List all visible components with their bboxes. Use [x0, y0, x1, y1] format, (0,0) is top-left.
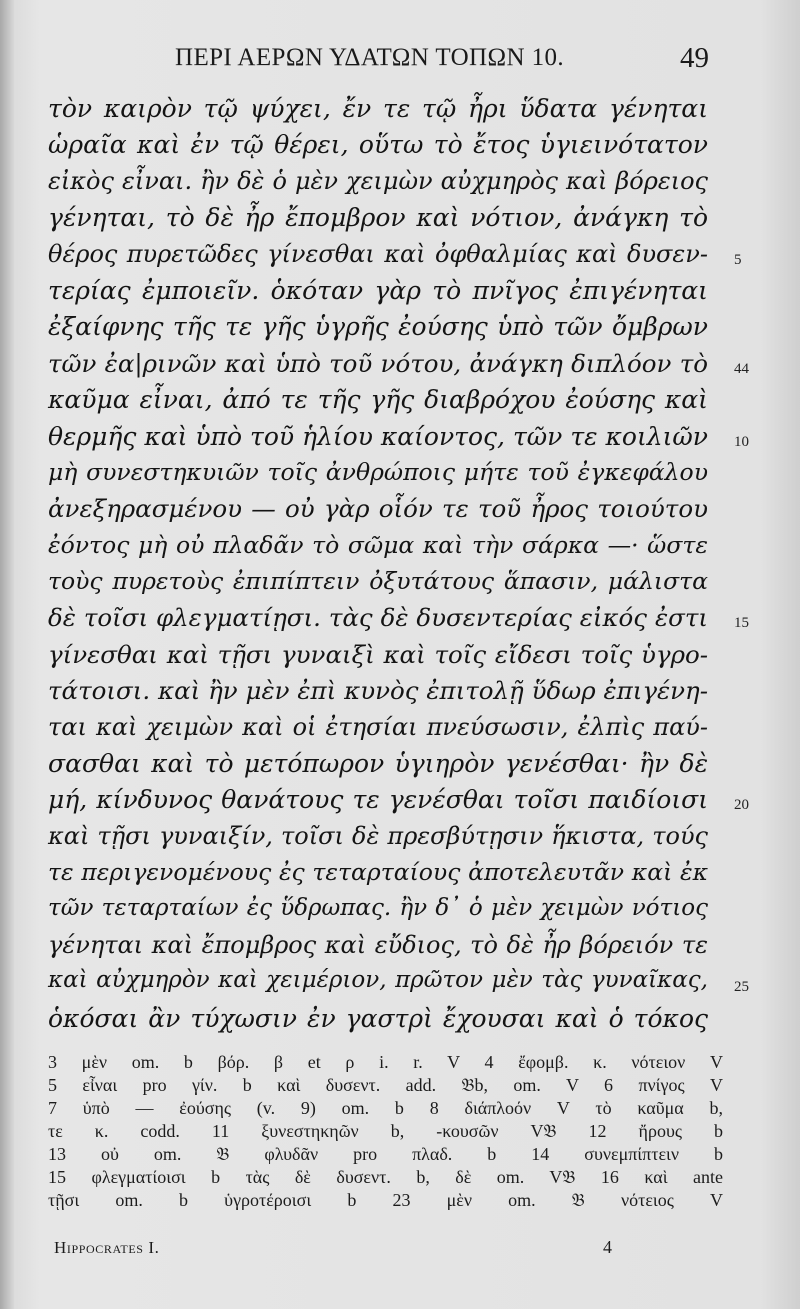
line-text: ἀνεξηρασμένου — οὐ γὰρ οἷόν τε τοῦ ἦρος τοιούτου	[48, 494, 708, 524]
line-text: εἰκὸς εἶναι. ἢν δὲ ὁ μὲν χειμὼν αὐχμηρὸς καὶ βόρειος	[48, 166, 708, 195]
page-number: 49	[680, 42, 709, 74]
text-line	[0, 347, 800, 383]
text-line	[0, 856, 800, 892]
page-header	[0, 40, 800, 80]
critical-apparatus	[0, 1052, 800, 1213]
line-text: γίνεσθαι καὶ τῇσι γυναιξὶ καὶ τοῖς εἴδεσι τοῖς ὑγρο-	[48, 639, 708, 669]
text-line	[0, 529, 800, 565]
running-title: ΠΕΡΙ ΑΕΡΩΝ ΥΔΑΤΩΝ ΤΟΠΩΝ 10.	[175, 44, 565, 71]
apparatus-text: τε κ. codd. 11 ξυνεστηκηῶν b, -κουσῶν V𝔅 12 ἤρους b	[48, 1121, 723, 1141]
text-line	[0, 165, 800, 201]
line-text: τε περιγενομένους ἐς τεταρταίους ἀποτελευτᾶν καὶ ἐκ	[48, 858, 708, 887]
line-text: γένηται, τὸ δὲ ἦρ ἔπομβρον καὶ νότιον, ἀνάγκη τὸ	[48, 203, 708, 233]
line-text: μή, κίνδυνος θανάτους τε γενέσθαι τοῖσι παιδίοισι	[48, 785, 708, 815]
text-line	[0, 492, 800, 528]
apparatus-line	[0, 1075, 800, 1098]
text-line	[0, 565, 800, 601]
text-line	[0, 310, 800, 346]
text-line	[0, 674, 800, 710]
line-text: δὲ τοῖσι φλεγματίῃσι. τὰς δὲ δυσεντερίας εἰκός ἐστι	[48, 603, 708, 633]
text-line	[0, 128, 800, 164]
line-number: 10	[734, 433, 749, 450]
line-text: καὶ αὐχμηρὸν καὶ χειμέριον, πρῶτον μὲν τὰς γυναῖκας,	[48, 967, 708, 994]
line-number: 44	[734, 360, 749, 377]
apparatus-line	[0, 1098, 800, 1121]
line-text: ται καὶ χειμὼν καὶ οἱ ἐτησίαι πνεύσωσιν, ἐλπὶς παύ-	[48, 712, 708, 741]
apparatus-text: τῇσι om. b ὑγροτέροισι b 23 μὲν om. 𝔅 νότειος V	[48, 1190, 723, 1210]
text-line	[0, 929, 800, 965]
text-line	[0, 893, 800, 929]
apparatus-line	[0, 1144, 800, 1167]
text-line	[0, 201, 800, 237]
line-text: ἐόντος μὴ οὐ πλαδᾶν τὸ σῶμα καὶ τὴν σάρκα —· ὥστε	[48, 530, 708, 559]
line-text: τάτοισι. καὶ ἢν μὲν ἐπὶ κυνὸς ἐπιτολῇ ὕδωρ ἐπιγένη-	[48, 676, 708, 706]
line-text: καὶ τῇσι γυναιξίν, τοῖσι δὲ πρεσβύτῃσιν ἥκιστα, τούς	[48, 821, 708, 850]
line-text: μὴ συνεστηκυιῶν τοῖς ἀνθρώποις μήτε τοῦ ἐγκεφάλου	[48, 457, 708, 486]
line-text: ἐξαίφνης τῆς τε γῆς ὑγρῆς ἐούσης ὑπὸ τῶν ὄμβρων	[48, 312, 708, 342]
text-line	[0, 383, 800, 419]
apparatus-text: 15 φλεγματίοισι b τὰς δὲ δυσεντ. b, δὲ om. V𝔅 16 καὶ ante	[48, 1167, 723, 1187]
text-line	[0, 783, 800, 819]
apparatus-text: 5 εἶναι pro γίν. b καὶ δυσεντ. add. 𝔅b, om. V 6 πνίγος V	[48, 1075, 723, 1095]
line-number: 20	[734, 797, 749, 814]
apparatus-line	[0, 1190, 800, 1213]
line-text: τερίας ἐμποιεῖν. ὁκόταν γὰρ τὸ πνῖγος ἐπιγένηται	[48, 275, 708, 305]
text-line	[0, 711, 800, 747]
apparatus-line	[0, 1052, 800, 1075]
text-line	[0, 238, 800, 274]
line-text: ὁκόσαι ἂν τύχωσιν ἐν γαστρὶ ἔχουσαι καὶ ὁ τόκος	[48, 1003, 708, 1033]
line-text: καῦμα εἶναι, ἀπό τε τῆς γῆς διαβρόχου ἐούσης καὶ	[48, 385, 708, 415]
text-line	[0, 601, 800, 637]
main-text-block	[0, 92, 800, 1038]
apparatus-line	[0, 1167, 800, 1190]
apparatus-line	[0, 1121, 800, 1144]
footer-sheet-number: 4	[603, 1237, 612, 1257]
line-text: σασθαι καὶ τὸ μετόπωρον ὑγιηρὸν γενέσθαι· ἢν δὲ	[48, 749, 708, 779]
line-text: θερμῆς καὶ ὑπὸ τοῦ ἡλίου καίοντος, τῶν τε κοιλιῶν	[48, 421, 708, 451]
apparatus-text: 7 ὑπὸ — ἐούσης (v. 9) om. b 8 διάπλοόν V τὸ καῦμα b,	[48, 1098, 723, 1118]
page-footer	[0, 1238, 800, 1268]
text-line	[0, 820, 800, 856]
text-line	[0, 638, 800, 674]
text-line	[0, 420, 800, 456]
line-text: τῶν τεταρταίων ἐς ὕδρωπας. ἢν δ᾽ ὁ μὲν χειμὼν νότιος	[48, 894, 708, 921]
footer-signature: Hippocrates I.	[54, 1238, 160, 1257]
text-line	[0, 965, 800, 1001]
line-number: 15	[734, 615, 749, 632]
line-text: γένηται καὶ ἔπομβρος καὶ εὔδιος, τὸ δὲ ἦρ βόρειόν τε	[48, 930, 708, 959]
line-number: 5	[734, 251, 742, 268]
text-line	[0, 747, 800, 783]
line-text: ὡραῖα καὶ ἐν τῷ θέρει, οὕτω τὸ ἔτος ὑγιεινότατον	[48, 130, 708, 160]
text-line	[0, 92, 800, 128]
text-line	[0, 1002, 800, 1038]
text-line	[0, 274, 800, 310]
apparatus-text: 3 μὲν om. b βόρ. β et ρ i. r. V 4 ἔφομβ. κ. νότειον V	[48, 1052, 723, 1072]
line-number: 25	[734, 979, 749, 996]
apparatus-text: 13 οὐ om. 𝔅 φλυδᾶν pro πλαδ. b 14 συνεμπίπτειν b	[48, 1144, 723, 1164]
line-text: τῶν ἐα|ρινῶν καὶ ὑπὸ τοῦ νότου, ἀνάγκη διπλόον τὸ	[48, 348, 708, 378]
line-text: τοὺς πυρετοὺς ἐπιπίπτειν ὀξυτάτους ἅπασιν, μάλιστα	[48, 567, 708, 596]
text-line	[0, 456, 800, 492]
line-text: θέρος πυρετῶδες γίνεσθαι καὶ ὀφθαλμίας καὶ δυσεν-	[48, 239, 708, 268]
line-text: τὸν καιρὸν τῷ ψύχει, ἔν τε τῷ ἦρι ὕδατα γένηται	[48, 94, 708, 123]
